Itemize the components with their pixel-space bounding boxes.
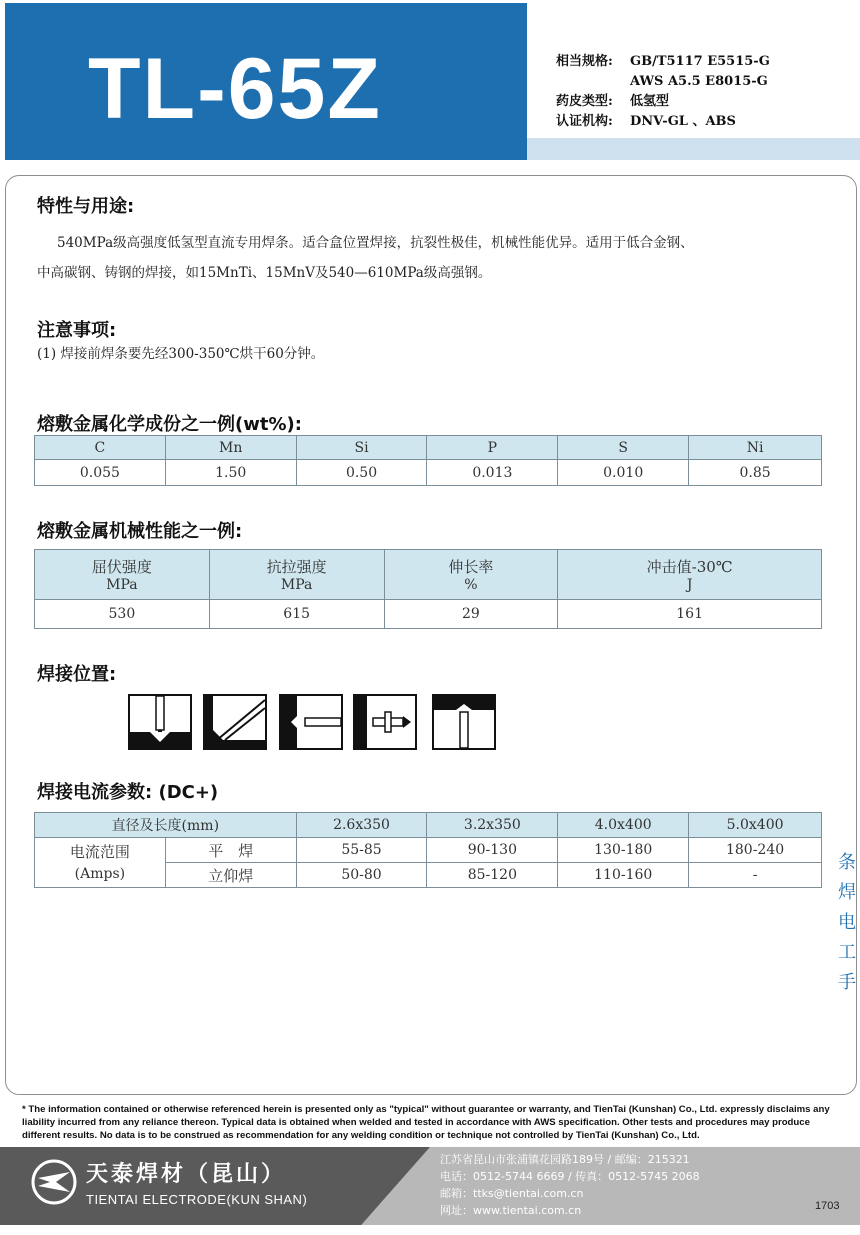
chemistry-table [34,435,822,486]
chem-value-cell: 1.50 [165,460,296,486]
mech-header-cell [558,550,822,600]
side-char: 条 [838,852,856,873]
mechanical-title: 熔敷金属机械性能之一例: [37,521,243,542]
mech-header-name: 抗拉强度 [266,558,327,576]
horizontal-position-icon [279,694,343,750]
company-name-en: TIENTAI ELECTRODE(KUN SHAN) [86,1192,308,1207]
spec-block [556,52,770,132]
mech-header-name: 冲击值-30℃ [646,558,733,576]
current-value-cell: 180-240 [689,838,822,863]
chem-header-cell: Ni [689,436,822,460]
position-label-cell: 立仰焊 [165,863,296,888]
chem-value-cell: 0.010 [558,460,689,486]
notes-line-1: (1) 焊接前焊条要先经300-350℃烘干60分钟。 [37,346,325,362]
spec-cert-value: DNV-GL 、ABS [630,114,736,129]
current-header-row [35,813,822,838]
header-accent-strip [527,138,860,160]
side-char: 手 [838,972,856,993]
mech-header-name: 屈伏强度 [91,558,152,576]
company-website[interactable]: 网址：www.tientai.com.cn [440,1204,582,1217]
current-value-cell: 130-180 [558,838,689,863]
chem-header-cell: P [427,436,558,460]
chem-value-cell: 0.50 [296,460,427,486]
mech-header-cell [209,550,384,600]
side-char: 焊 [838,882,856,903]
current-value-cell: - [689,863,822,888]
current-value-cell: 50-80 [296,863,427,888]
current-header-label: 直径及长度(mm) [35,813,297,838]
notes-title: 注意事项: [37,320,117,341]
current-value-cell: 90-130 [427,838,558,863]
side-category-label [834,848,860,998]
side-char: 电 [838,912,856,933]
current-value-cell: 55-85 [296,838,427,863]
mech-header-unit: MPa [280,577,313,593]
current-row-flat [35,838,822,863]
chem-value-cell: 0.055 [35,460,166,486]
chem-value-cell: 0.85 [689,460,822,486]
mech-header-name: 伸长率 [448,558,494,576]
position-label-cell: 平 焊 [165,838,296,863]
features-line-2: 中高碳钢、铸钢的焊接，如15MnTi、15MnV及540—610MPa级高强钢。 [37,265,492,281]
mech-header-unit: J [686,577,693,593]
company-email[interactable]: 邮箱：ttks@tientai.com.cn [440,1187,584,1200]
product-title: TL-65Z [88,41,382,137]
mech-value-cell: 29 [384,600,558,629]
chem-header-cell: S [558,436,689,460]
chemistry-title: 熔敷金属化学成份之一例(wt%): [37,414,302,435]
spec-coating-label: 药皮类型: [556,94,613,109]
chem-header-cell: Mn [165,436,296,460]
spec-cert-row [556,112,770,132]
spec-coating-row [556,92,770,112]
current-range-cell [35,838,166,888]
side-char: 工 [838,942,856,963]
chem-header-cell: Si [296,436,427,460]
spec-standard-label: 相当规格: [556,54,613,69]
horizontal-fillet-icon [203,694,267,750]
company-address: 江苏省昆山市张浦镇花园路189号 / 邮编：215321 [440,1153,690,1166]
size-header-cell: 2.6x350 [296,813,427,838]
chem-value-cell: 0.013 [427,460,558,486]
mech-value-cell: 530 [35,600,210,629]
current-range-label: 电流范围 [69,842,130,861]
current-value-cell: 110-160 [558,863,689,888]
chemistry-header-row [35,436,822,460]
spec-standard-gb: GB/T5117 E5515-G [630,54,770,69]
current-table [34,812,822,888]
overhead-position-icon [432,694,496,750]
mechanical-table [34,549,822,629]
content-panel [5,175,857,1095]
company-phone: 电话：0512-5744 6669 / 传真：0512-5745 2068 [440,1170,700,1183]
vertical-position-icon [353,694,417,750]
size-header-cell: 4.0x400 [558,813,689,838]
spec-standard-row [556,52,770,72]
disclaimer: * The information contained or otherwise referenced herein is presented only as "typical" without guarantee or warranty, and TienTai (Kunshan) Co., Ltd. expressly disclaims any liability incurred from any reliance thereon. Typical data is obtained when welded and tested in accordance with AWS specification. Other tests and procedures may produce different results. No data is to be construed as recommendation for any welding condition or technique not controlled by TienTai (Kunshan) Co., Ltd. [22,1104,830,1141]
mech-header-unit: % [464,577,478,593]
current-value-cell: 85-120 [427,863,558,888]
chemistry-value-row [35,460,822,486]
current-title: 焊接电流参数: (DC+) [37,782,219,803]
size-header-cell: 5.0x400 [689,813,822,838]
current-range-unit: (Amps) [74,865,126,882]
chem-header-cell: C [35,436,166,460]
features-line-1: 540MPa级高强度低氢型直流专用焊条。适合盒位置焊接，抗裂性极佳，机械性能优异。适用于低合金钢、 [57,235,694,251]
document-number: 1703 [815,1200,840,1212]
mechanical-header-row [35,550,822,600]
positions-title: 焊接位置: [37,664,117,685]
features-title: 特性与用途: [37,196,135,217]
mech-header-unit: MPa [106,577,138,593]
mech-header-cell [35,550,210,600]
spec-cert-label: 认证机构: [556,114,613,129]
mech-header-cell [384,550,558,600]
company-name-cn: 天泰焊材（昆山） [86,1162,287,1187]
mechanical-value-row [35,600,822,629]
mech-value-cell: 615 [209,600,384,629]
size-header-cell: 3.2x350 [427,813,558,838]
spec-coating-value: 低氢型 [630,94,670,109]
mech-value-cell: 161 [558,600,822,629]
flat-position-icon [128,694,192,750]
company-logo-icon [30,1158,78,1206]
spec-standard-aws: AWS A5.5 E8015-G [630,74,768,89]
contact-block [440,1151,700,1219]
